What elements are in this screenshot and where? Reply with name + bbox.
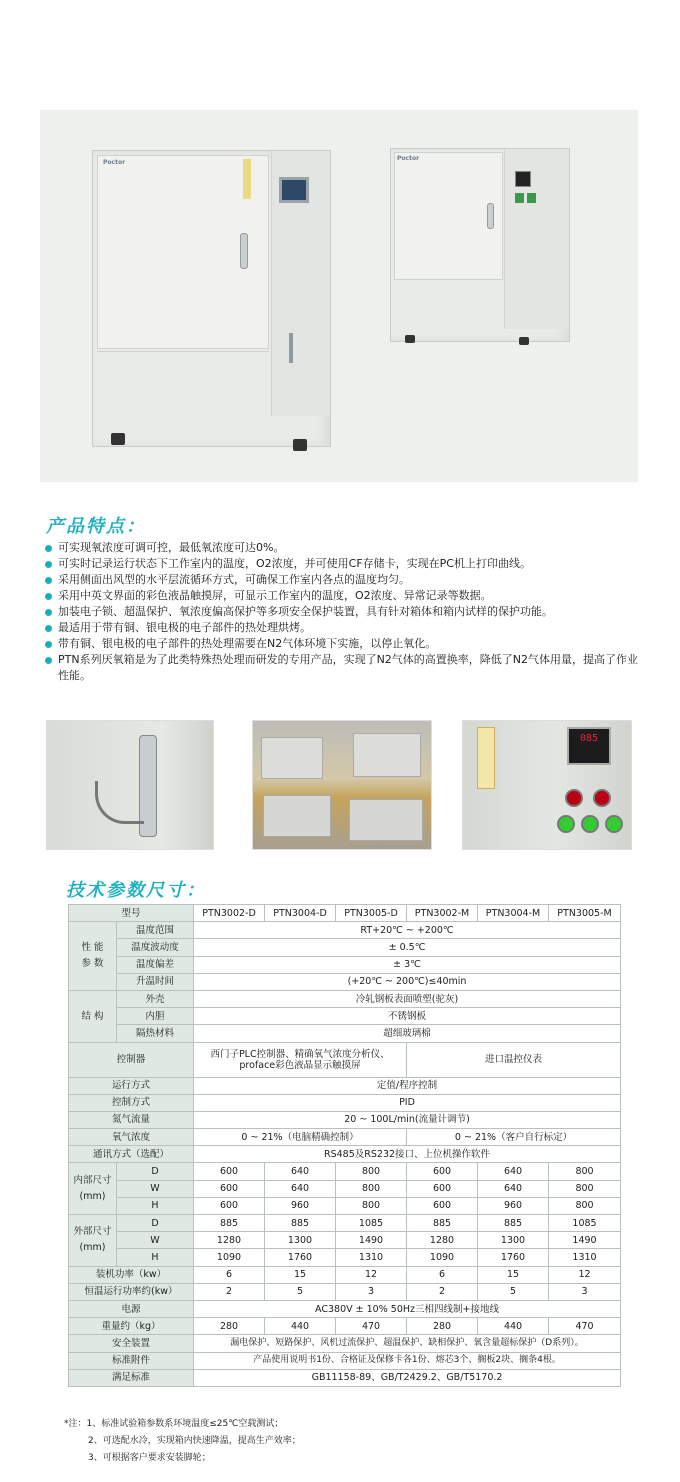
table-row — [69, 973, 621, 990]
table-row — [69, 1163, 621, 1180]
row-label: 控制器 — [69, 1042, 194, 1077]
door-handle-photo — [46, 720, 214, 850]
row-label: 内胆 — [117, 1008, 194, 1025]
row-label: 氮气流量 — [69, 1111, 194, 1128]
cell-value: 885 — [478, 1215, 549, 1232]
cell-value: 600 — [407, 1180, 478, 1197]
cell-value: 20 ~ 100L/min(流量计调节) — [194, 1111, 621, 1128]
cell-value: 885 — [265, 1215, 336, 1232]
cell-value: RT+20℃ ~ +200℃ — [194, 922, 621, 939]
cell-value: 3 — [549, 1283, 621, 1300]
red-indicator-light — [565, 789, 583, 807]
red-indicator-light — [593, 789, 611, 807]
small-oven-cabinet — [390, 148, 570, 342]
table-row — [69, 1232, 621, 1249]
perforated-tray — [353, 733, 421, 777]
lower-panel — [97, 351, 269, 414]
cell-value: 1760 — [478, 1249, 549, 1266]
flowmeter — [289, 333, 293, 363]
row-label: 氧气浓度 — [69, 1129, 194, 1146]
table-row — [69, 1369, 621, 1386]
table-row — [69, 1129, 621, 1146]
spec-title: 技术参数尺寸： — [66, 880, 206, 901]
cell-value: 640 — [265, 1180, 336, 1197]
table-row — [69, 1197, 621, 1214]
row-label: 外壳 — [117, 990, 194, 1007]
cell-value: 1090 — [194, 1249, 265, 1266]
table-row — [69, 1300, 621, 1317]
cell-value: 600 — [407, 1163, 478, 1180]
cell-value: 1310 — [549, 1249, 621, 1266]
cell-value: 12 — [549, 1266, 621, 1283]
cell-value: 1300 — [265, 1232, 336, 1249]
cell-value: 1280 — [194, 1232, 265, 1249]
temperature-controller — [515, 171, 531, 187]
features-list — [44, 540, 644, 684]
cell-value: 1280 — [407, 1232, 478, 1249]
cell-value: 800 — [549, 1180, 621, 1197]
feature-item: PTN系列厌氧箱是为了此类特殊热处理而研发的专用产品，实现了N2气体的高置换率，降低了N2气体用量，提高了作业性能。 — [44, 652, 648, 684]
door-handle — [487, 203, 494, 229]
row-label: 控制方式 — [69, 1094, 194, 1111]
cell-value: 640 — [478, 1163, 549, 1180]
table-row — [69, 990, 621, 1007]
footnote: 3、可根据客户要求安装脚轮； — [88, 1453, 211, 1463]
row-label: 装机功率（kw） — [69, 1266, 194, 1283]
table-row — [69, 939, 621, 956]
cell-value: 470 — [336, 1318, 407, 1335]
caster — [293, 439, 307, 451]
cell-value: 0 ~ 21%（客户自行标定） — [407, 1129, 621, 1146]
cell-value: 1090 — [407, 1249, 478, 1266]
cell-value: 640 — [265, 1163, 336, 1180]
footnotes — [64, 1416, 301, 1467]
table-row — [69, 922, 621, 939]
feature-item: 带有铜、银电极的电子部件的热处理需要在N2气体环境下实施，以停止氧化。 — [44, 636, 644, 652]
row-label: 电源 — [69, 1300, 194, 1317]
cell-value: RS485及RS232接口、上位机操作软件 — [194, 1146, 621, 1163]
large-oven-cabinet — [92, 150, 331, 447]
row-label: 标准附件 — [69, 1352, 194, 1369]
row-label: D — [117, 1215, 194, 1232]
cell-value: 600 — [194, 1197, 265, 1214]
cell-value: 470 — [549, 1318, 621, 1335]
cell-value: 3 — [336, 1283, 407, 1300]
table-row — [69, 1318, 621, 1335]
cell-value: 440 — [265, 1318, 336, 1335]
table-row — [69, 1025, 621, 1042]
table-row — [69, 905, 621, 922]
cell-value: 1085 — [336, 1215, 407, 1232]
table-row — [69, 1094, 621, 1111]
table-row — [69, 1111, 621, 1128]
cell-value: 280 — [407, 1318, 478, 1335]
cell-value: 1490 — [336, 1232, 407, 1249]
perforated-tray — [349, 799, 423, 841]
cell-value: ± 0.5℃ — [194, 939, 621, 956]
brand-logo: Poctor — [397, 155, 420, 162]
row-label: 安全装置 — [69, 1335, 194, 1352]
cell-value: GB11158-89、GB/T2429.2、GB/T5170.2 — [194, 1369, 621, 1386]
control-panel-photo — [462, 720, 632, 850]
row-label: 温度范围 — [117, 922, 194, 939]
cell-value: 定值/程序控制 — [194, 1077, 621, 1094]
cell-value: 800 — [336, 1197, 407, 1214]
table-row — [69, 1042, 621, 1077]
cell-value: 15 — [265, 1266, 336, 1283]
feature-item: 采用侧面出风型的水平层流循环方式，可确保工作室内各点的温度均匀。 — [44, 572, 644, 588]
cell-value: 960 — [265, 1197, 336, 1214]
perforated-tray — [261, 737, 323, 779]
table-row — [69, 1215, 621, 1232]
control-panel — [504, 149, 569, 329]
row-label: W — [117, 1232, 194, 1249]
temperature-controller — [567, 727, 611, 765]
door-handle — [240, 233, 248, 269]
cell-value: 885 — [407, 1215, 478, 1232]
feature-item: 可实现氧浓度可调可控，最低氧浓度可达0%。 — [44, 540, 644, 556]
cell-value: 5 — [265, 1283, 336, 1300]
row-label: 满足标准 — [69, 1369, 194, 1386]
cell-value: 960 — [478, 1197, 549, 1214]
cell-value: 产品使用说明书1份、合格证及保修卡各1份、熔芯3个、搁板2块、搁条4根。 — [194, 1352, 621, 1369]
cell-value: 6 — [407, 1266, 478, 1283]
perforated-tray — [263, 795, 331, 837]
table-row — [69, 1008, 621, 1025]
feature-item: 加装电子锁、超温保护、氧浓度偏高保护等多项安全保护装置，具有针对箱体和箱内试样的保护功能。 — [44, 604, 644, 620]
model-header: 型号 — [69, 905, 194, 922]
model-name: PTN3004-M — [478, 905, 549, 922]
cell-value: 15 — [478, 1266, 549, 1283]
row-label: 温度波动度 — [117, 939, 194, 956]
product-hero-image — [40, 110, 638, 482]
model-name: PTN3005-D — [336, 905, 407, 922]
row-label: 温度偏差 — [117, 956, 194, 973]
table-row — [69, 1077, 621, 1094]
cell-value: 640 — [478, 1180, 549, 1197]
inner-size-group-label: 内部尺寸 (mm) — [69, 1163, 117, 1215]
footnote: *注：1、标准试验箱参数系环境温度≤25℃空载测试； — [64, 1419, 284, 1429]
row-label: D — [117, 1163, 194, 1180]
cell-value: 1300 — [478, 1232, 549, 1249]
cell-value: 280 — [194, 1318, 265, 1335]
controller-display: 085 — [579, 733, 599, 744]
model-name: PTN3004-D — [265, 905, 336, 922]
row-label: 升温时间 — [117, 973, 194, 990]
latch-arc — [95, 781, 144, 824]
cell-value: 600 — [194, 1163, 265, 1180]
table-row — [69, 1180, 621, 1197]
cell-value: 800 — [549, 1197, 621, 1214]
footnote: 2、可选配水冷，实现箱内快速降温，提高生产效率； — [88, 1436, 301, 1446]
cell-value: 1760 — [265, 1249, 336, 1266]
cell-value: 800 — [549, 1163, 621, 1180]
spec-table — [68, 904, 621, 1387]
table-row — [69, 1249, 621, 1266]
caster — [405, 335, 415, 343]
cell-value: 6 — [194, 1266, 265, 1283]
row-label: H — [117, 1249, 194, 1266]
cell-value: 800 — [336, 1163, 407, 1180]
model-name: PTN3002-D — [194, 905, 265, 922]
feature-item: 采用中英文界面的彩色液晶触摸屏，可显示工作室内的温度，O2浓度、异常记录等数据。 — [44, 588, 644, 604]
table-row — [69, 1146, 621, 1163]
cell-value: 1085 — [549, 1215, 621, 1232]
table-row — [69, 1335, 621, 1352]
row-label: W — [117, 1180, 194, 1197]
brand-logo: Poctor — [103, 159, 126, 166]
cell-value: 1490 — [549, 1232, 621, 1249]
cell-value: 440 — [478, 1318, 549, 1335]
model-name: PTN3002-M — [407, 905, 478, 922]
cell-value: 冷轧钢板表面喷塑(驼灰) — [194, 990, 621, 1007]
cell-value: (+20℃ ~ 200℃)≤40min — [194, 973, 621, 990]
cell-value: 不锈钢板 — [194, 1008, 621, 1025]
table-row — [69, 1352, 621, 1369]
structure-group-label: 结 构 — [69, 990, 117, 1042]
cell-value: 2 — [194, 1283, 265, 1300]
cell-value: 0 ~ 21%（电脑精确控制） — [194, 1129, 407, 1146]
green-button — [605, 815, 623, 833]
table-row — [69, 1266, 621, 1283]
cell-value: 800 — [336, 1180, 407, 1197]
caster — [519, 337, 529, 345]
cell-value: AC380V ± 10% 50Hz三相四线制+接地线 — [194, 1300, 621, 1317]
cell-value: 超细玻璃棉 — [194, 1025, 621, 1042]
cell-value: 885 — [194, 1215, 265, 1232]
cell-value: PID — [194, 1094, 621, 1111]
cell-value: 12 — [336, 1266, 407, 1283]
cell-value: 2 — [407, 1283, 478, 1300]
table-row — [69, 1283, 621, 1300]
cell-value: 5 — [478, 1283, 549, 1300]
cell-value: 进口温控仪表 — [407, 1042, 621, 1077]
warning-labels — [243, 159, 251, 199]
row-label: 隔热材料 — [117, 1025, 194, 1042]
model-name: PTN3005-M — [549, 905, 621, 922]
outer-size-group-label: 外部尺寸 (mm) — [69, 1215, 117, 1267]
row-label: 恒温运行功率约(kw） — [69, 1283, 194, 1300]
green-button — [581, 815, 599, 833]
row-label: 通讯方式（选配） — [69, 1146, 194, 1163]
indicator-lights — [515, 193, 545, 203]
feature-item: 可实时记录运行状态下工作室内的温度，O2浓度，并可使用CF存储卡，实现在PC机上打印曲线。 — [44, 556, 644, 572]
row-label: 运行方式 — [69, 1077, 194, 1094]
cell-value: 西门子PLC控制器、精确氧气浓度分析仪、proface彩色液晶显示触摸屏 — [194, 1042, 407, 1077]
green-button — [557, 815, 575, 833]
cell-value: ± 3℃ — [194, 956, 621, 973]
warning-label — [477, 727, 495, 789]
oven-interior-photo — [252, 720, 432, 850]
cell-value: 1310 — [336, 1249, 407, 1266]
cell-value: 漏电保护、短路保护、风机过流保护、超温保护、缺相保护、氧含量超标保护（D系列）。 — [194, 1335, 621, 1352]
row-label: 重量约（kg） — [69, 1318, 194, 1335]
caster — [111, 433, 125, 445]
features-title: 产品特点： — [46, 516, 146, 537]
table-row — [69, 956, 621, 973]
touch-screen — [279, 177, 309, 203]
cell-value: 600 — [407, 1197, 478, 1214]
row-label: H — [117, 1197, 194, 1214]
performance-group-label: 性 能 参 数 — [69, 922, 117, 991]
feature-item: 最适用于带有铜、银电极的电子部件的热处理烘烤。 — [44, 620, 644, 636]
cell-value: 600 — [194, 1180, 265, 1197]
